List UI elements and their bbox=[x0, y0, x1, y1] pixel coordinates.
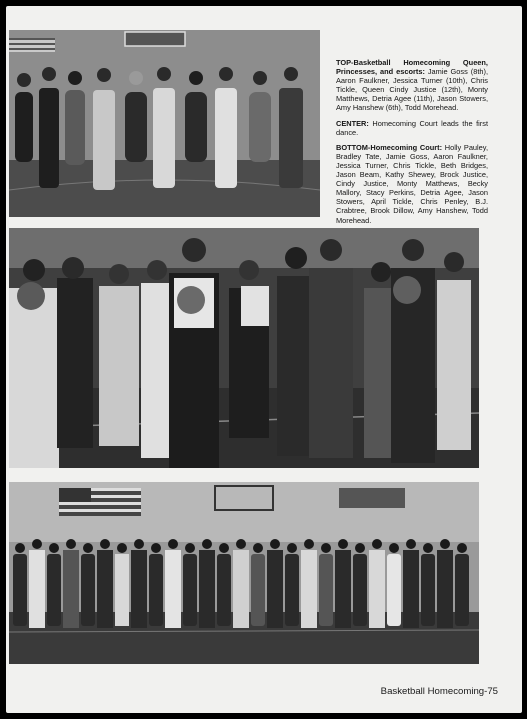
top-photo bbox=[9, 30, 320, 217]
homecoming-court-photo bbox=[9, 482, 479, 664]
photo-captions bbox=[336, 58, 488, 231]
center-caption: CENTER: Homecoming Court leads the first dance. bbox=[336, 118, 488, 137]
page-folio: Basketball Homecoming-75 bbox=[380, 686, 498, 697]
queen-and-escorts-photo bbox=[9, 30, 320, 217]
first-dance-photo bbox=[9, 228, 479, 468]
center-photo bbox=[9, 228, 479, 468]
bottom-caption: BOTTOM-Homecoming Court: Holly Pauley, Bradley Tate, Jamie Goss, Aaron Faulkner, Jessica Turner, Chris Tickle, Beth Bridges, Jason Beam, Kathy Shewey, Brock Justice, Cindy Justice, Monty Matthews, Becky Mallory, Stacy Perkins, Detria Agee, Jason Stowers, April Tickle, Chris Penley, B.J. Crabtree, Brook Dillow, Amy Hanshew, Todd Morehead. bbox=[336, 142, 488, 225]
yearbook-page bbox=[6, 6, 522, 713]
bottom-photo bbox=[9, 482, 479, 664]
top-caption: TOP-Basketball Homecoming Queen, Princesses, and escorts: Jamie Goss (8th), Aaron Faulkner, Jessica Turner (10th), Chris Tickle, Queen Cindy Justice (12th), Monty Matthews, Detria Agee (11th), Jason Stowers, Amy Hanshew (6th), Todd Morehead. bbox=[336, 58, 488, 113]
